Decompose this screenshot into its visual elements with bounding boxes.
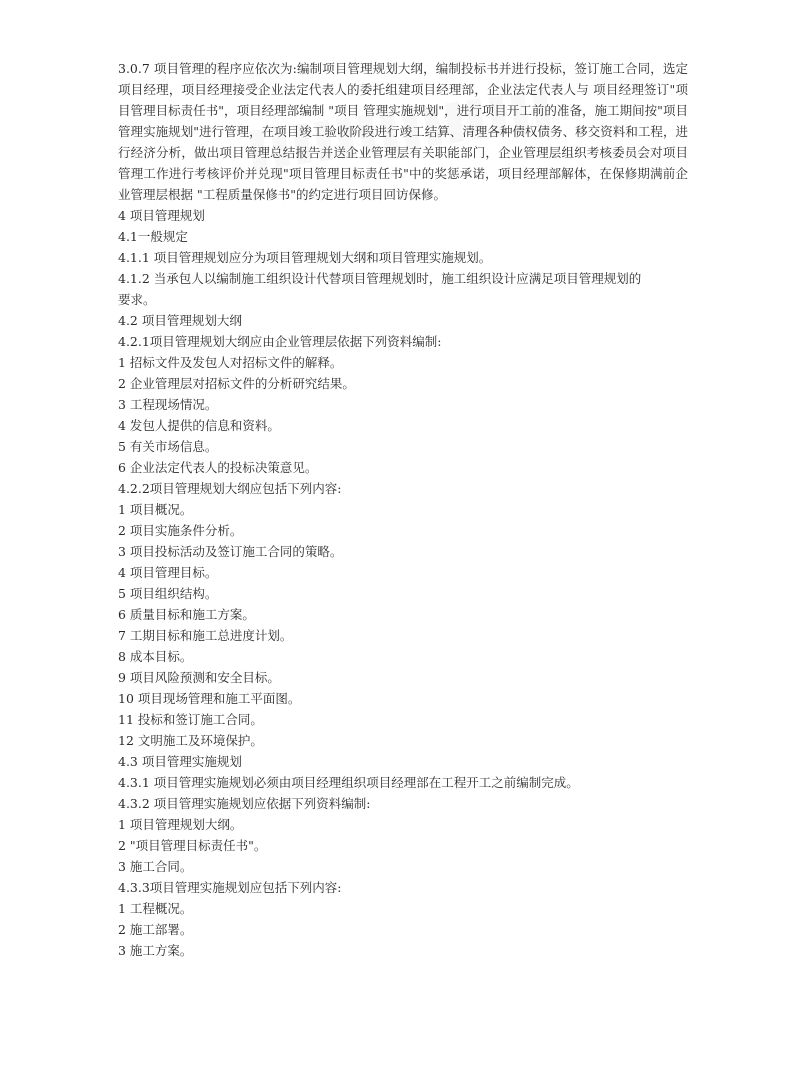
clause-line: 4.2.1项目管理规划大纲应由企业管理层依据下列资料编制: (118, 334, 442, 349)
list-item: 7 工期目标和施工总进度计划。 (118, 628, 293, 643)
list-item: 5 项目组织结构。 (118, 586, 218, 601)
list-item: 2 施工部署。 (118, 922, 193, 937)
list-item: 12 文明施工及环境保护。 (118, 733, 263, 748)
clause-line: 4.3.1 项目管理实施规划必须由项目经理组织项目经理部在工程开工之前编制完成。 (118, 775, 579, 790)
list-item: 4 发包人提供的信息和资料。 (118, 418, 280, 433)
intro-paragraph: 3.0.7 项目管理的程序应依次为:编制项目管理规划大纲，编制投标书并进行投标，签订施工合同，选定项目经理，项目经理接受企业法定代表人的委托组建项目经理部，企业法定代表人与 项目经理签订"项目管理目标责任书"，项目经理部编制 "项目 管理实施规划"，进行项目开工前的准备，施工期间按"项目管理实施规划"进行管理，在项目竣工验收阶段进行竣工结算、清理各种债权债务、移交资料和工程，进行经济分析，做出项目管理总结报告并送企业管理层有关职能部门，企业管理层组织考核委员会对项目管理工作进行考核评价并兑现"项目管理目标责任书"中的奖惩承诺，项目经理部解体，在保修期满前企业管理层根据 "工程质量保修书"的约定进行项目回访保修。 (118, 61, 688, 202)
list-item: 9 项目风险预测和安全目标。 (118, 670, 280, 685)
subsection-heading: 4.3 项目管理实施规划 (118, 754, 242, 769)
list-item: 1 招标文件及发包人对招标文件的解释。 (118, 355, 343, 370)
list-item: 2 企业管理层对招标文件的分析研究结果。 (118, 376, 355, 391)
list-item: 5 有关市场信息。 (118, 439, 218, 454)
subsection-heading: 4.1一般规定 (118, 229, 188, 244)
list-item: 6 质量目标和施工方案。 (118, 607, 255, 622)
section-heading: 4 项目管理规划 (118, 208, 205, 223)
clause-line: 4.3.2 项目管理实施规划应依据下列资料编制: (118, 796, 371, 811)
clause-line: 4.1.2 当承包人以编制施工组织设计代替项目管理规划时，施工组织设计应满足项目管理规划的 (118, 271, 642, 286)
list-item: 4 项目管理目标。 (118, 565, 218, 580)
list-item: 10 项目现场管理和施工平面图。 (118, 691, 301, 706)
list-item: 1 项目概况。 (118, 502, 193, 517)
list-item: 2 "项目管理目标责任书"。 (118, 838, 267, 853)
list-item: 1 工程概况。 (118, 901, 193, 916)
clause-line: 4.3.3项目管理实施规划应包括下列内容: (118, 880, 342, 895)
list-item: 11 投标和签订施工合同。 (118, 712, 263, 727)
clause-line: 4.2.2项目管理规划大纲应包括下列内容: (118, 481, 342, 496)
document-lines (118, 205, 688, 961)
list-item: 3 工程现场情况。 (118, 397, 218, 412)
document-page (118, 58, 688, 961)
list-item: 6 企业法定代表人的投标决策意见。 (118, 460, 318, 475)
list-item: 2 项目实施条件分析。 (118, 523, 243, 538)
list-item: 8 成本目标。 (118, 649, 193, 664)
list-item: 3 项目投标活动及签订施工合同的策略。 (118, 544, 343, 559)
list-item: 3 施工方案。 (118, 943, 193, 958)
clause-line: 4.1.1 项目管理规划应分为项目管理规划大纲和项目管理实施规划。 (118, 250, 492, 265)
list-item: 3 施工合同。 (118, 859, 193, 874)
clause-line: 要求。 (118, 292, 156, 307)
subsection-heading: 4.2 项目管理规划大纲 (118, 313, 242, 328)
list-item: 1 项目管理规划大纲。 (118, 817, 243, 832)
